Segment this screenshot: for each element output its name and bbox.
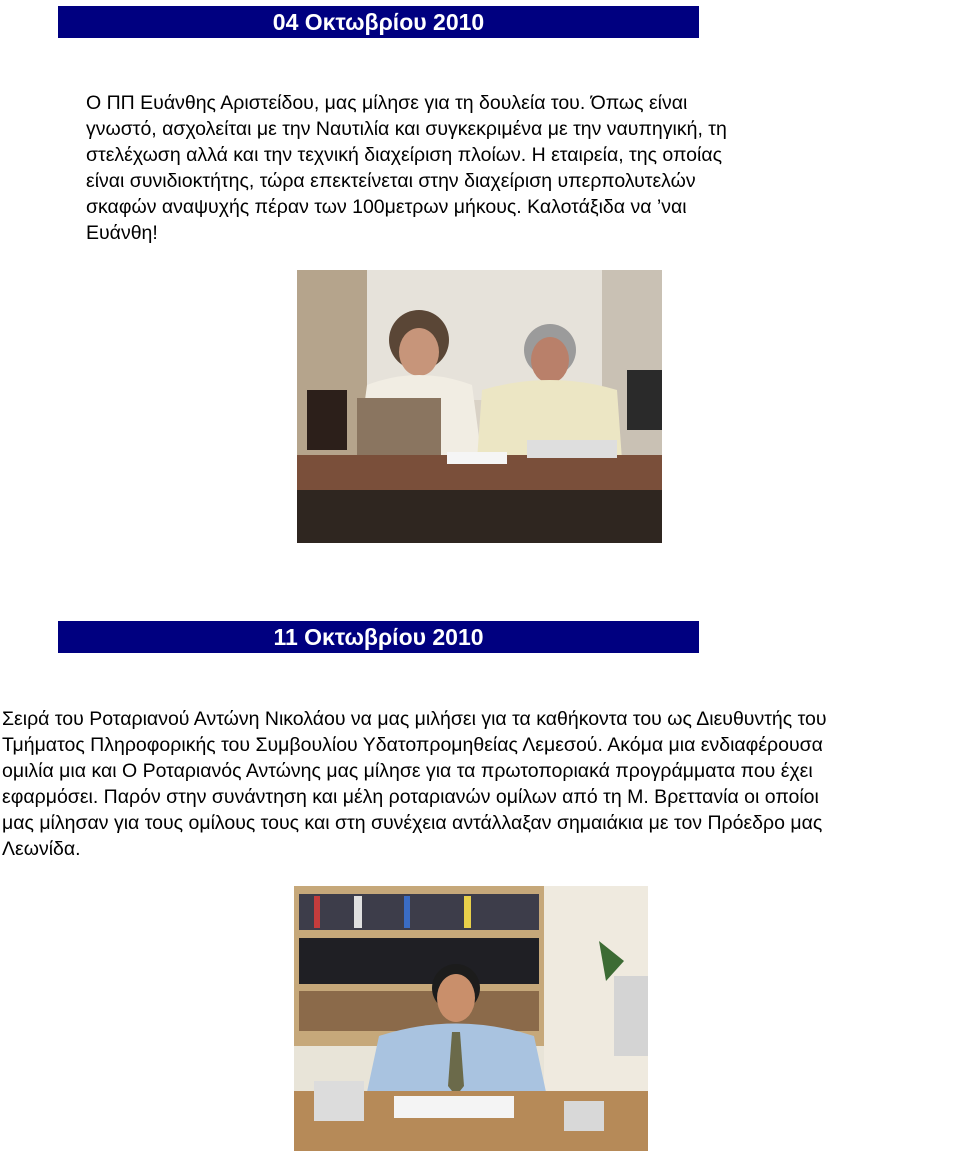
office-photo [294,886,648,1151]
article-paragraph-2 [2,706,958,862]
paragraph-line: γνωστό, ασχολείται με την Ναυτιλία και συγκεκριμένα με την ναυπηγική, τη [86,118,727,140]
paragraph-line: εφαρμόσει. Παρόν στην συνάντηση και μέλη ροταριανών ομίλων από τη Μ. Βρεττανία οι οποίοι [2,786,819,808]
paragraph-line: μας μίλησαν για τους ομίλους τους και στη συνέχεια αντάλλαξαν σημαιάκια με τον Πρόεδρο μας [2,812,823,834]
paragraph-line: Λεωνίδα. [2,838,81,860]
paragraph-line: Σειρά του Ροταριανού Αντώνη Νικολάου να μας μιλήσει για τα καθήκοντα του ως Διευθυντής του [2,708,827,730]
paragraph-line: Τμήματος Πληροφορικής του Συμβουλίου Υδατοπρομηθείας Λεμεσού. Ακόμα μια ενδιαφέρουσα [2,734,823,756]
meeting-photo [297,270,662,543]
date-heading-2: 11 Οκτωβρίου 2010 [58,621,699,653]
paragraph-line: ομιλία μια και Ο Ροταριανός Αντώνης μας μίλησε για τα πρωτοποριακά προγράμματα που έχει [2,760,813,782]
article-paragraph-1 [86,90,846,246]
paragraph-line: σκαφών αναψυχής πέραν των 100μετρων μήκους. Καλοτάξιδα να ’ναι [86,196,687,218]
paragraph-line: Ο ΠΠ Ευάνθης Αριστείδου, μας μίλησε για τη δουλεία του. Όπως είναι [86,92,688,114]
paragraph-line: είναι συνιδιοκτήτης, τώρα επεκτείνεται στην διαχείριση υπερπολυτελών [86,170,696,192]
date-heading-1: 04 Οκτωβρίου 2010 [58,6,699,38]
paragraph-line: στελέχωση αλλά και την τεχνική διαχείριση πλοίων. Η εταιρεία, της οποίας [86,144,723,166]
paragraph-line: Ευάνθη! [86,222,158,244]
